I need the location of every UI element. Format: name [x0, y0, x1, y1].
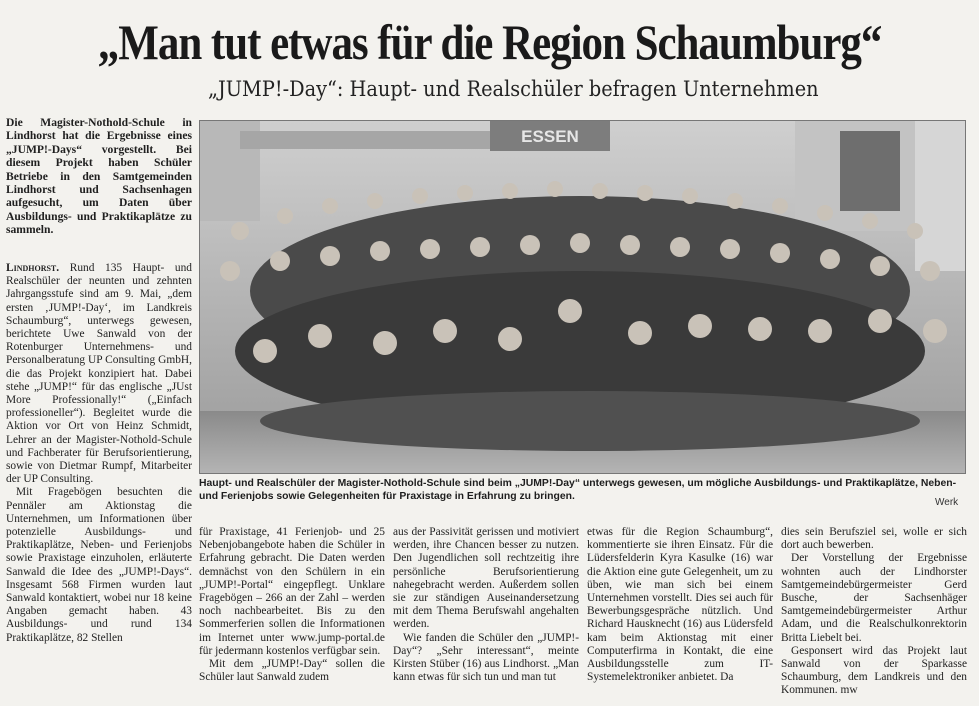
group-photo-illustration [200, 121, 965, 473]
text-column-1 [6, 262, 192, 645]
article-subheadline: „JUMP!-Day“: Haupt- und Realschüler befragen Unternehmen [208, 77, 819, 101]
paragraph: Mit dem „JUMP!-Day“ sollen die Schüler laut Sanwald zudem [199, 658, 385, 684]
paragraph: Wie fanden die Schüler den „JUMP!-Day“? „Sehr interessant“, meinte Kirsten Stüber (16) aus Lindhorst. „Man kann etwas für sich tun und man tut [393, 631, 579, 684]
text-column-4 [587, 526, 773, 684]
essen-sign: ESSEN [521, 127, 579, 146]
paragraph: Mit Fragebögen besuchten die Pennäler am Aktionstag die Unternehmen, um Informationen über potenzielle Ausbildungs- und Praktikaplätze, Neben- und Ferienjobs sowie Praxistage einzuholen, erläuterte Sanwald die Idee des „JUMP!-Days“. Insgesamt 568 Firmen wurden laut Sanwald kontaktiert, wobei nur 18 keine Angaben gemacht haben. 43 Ausbildungs- und rund 134 Praktikaplätze, 82 Stellen [6, 486, 192, 644]
text-column-3 [393, 526, 579, 684]
photo-caption: Haupt- und Realschüler der Magister-Nothold-Schule sind beim „JUMP!-Day“ unterwegs gewesen, um mögliche Ausbildungs- und Praktikaplätze, Neben- und Ferienjobs sowie Gelegenheiten für Praxistage in Erfahrung zu bringen. [199, 478, 957, 502]
group-photo [199, 120, 966, 474]
paragraph: für Praxistage, 41 Ferienjob- und 25 Nebenjobangebote haben die Schüler in Erfahrung gebracht. Die Daten werden demnächst von den Schülern in ein „JUMP!-Portal“ eingepflegt. Unklare Fragebögen – 266 an der Zahl – werden noch nachbearbeitet. Bis zu den Sommerferien sollen die Informationen im Internet unter www.jump-portal.de für jedermann kostenlos verfügbar sein. [199, 526, 385, 657]
article-headline: „Man tut etwas für die Region Schaumburg“ [97, 14, 882, 70]
paragraph: Lindhorst. Rund 135 Haupt- und Realschüler der neunten und zehnten Jahrgangsstufe sind am 9. Mai, „dem ersten ‚JUMP!-Day‘, im Landkreis Schaumburg“, unterwegs gewesen, berichtete Uwe Sanwald von der Rotenburger Unternehmens- und Personalberatung UP Consulting GmbH, die das Projekt konzipiert hat. Dabei stehe „JUMP!“ für das englische „JUst More Professionally!“ („Einfach professioneller“). Begleitet wurde die Aktion vor Ort von Heinz Schmidt, Lehrer an der Magister-Nothold-Schule und Fachberater für Berufsorientierung, sowie von Dietmar Rumpf, Mitarbeiter der UP Consulting. [6, 262, 192, 486]
text-column-2 [199, 526, 385, 684]
paragraph: Gesponsert wird das Projekt laut Sanwald von der Sparkasse Schaumburg, dem Landkreis und den Kommunen. mw [781, 644, 967, 697]
paragraph: aus der Passivität gerissen und motiviert werden, ihre Chancen besser zu nutzen. Den Jugendlichen soll rechtzeitig ihre persönliche Berufsorientierung nahegebracht werden. Außerdem sollen sie zur ständigen Auseinandersetzung mit dem Thema Berufswahl angehalten werden. [393, 526, 579, 631]
paragraph: dies sein Berufsziel sei, wolle er sich dort auch bewerben. [781, 526, 967, 552]
article-lead: Die Magister-Nothold-Schule in Lindhorst hat die Ergebnisse eines „JUMP!-Days“ vorgestellt. Bei diesem Projekt haben Schüler Betriebe in den Samtgemeinden Lindhorst und Sachsenhagen aufgesucht, um Daten über Ausbildungs- und Praktikaplätze zu sammeln. [6, 116, 192, 237]
paragraph: Der Vorstellung der Ergebnisse wohnten auch der Lindhorster Samtgemeindebürgermeister Gerd Busche, der Sachsenhäger Samtgemeindebürgermeister Arthur Adam, und die Realschulkonrektorin Britta Liebelt bei. [781, 552, 967, 644]
text-column-5 [781, 526, 967, 698]
paragraph: etwas für die Region Schaumburg“, kommentierte sie ihren Einsatz. Für die Lüdersfelderin Kyra Kasulke (16) war die Aktion eine gute Gelegenheit, um zu üben, wie man sich bei einem Unternehmen vorstellt. Dies sei auch für Bewerbungsgespräche nützlich. Und Richard Hausknecht (16) aus Lüdersfeld kam beim Aktionstag mit einer Computerfirma in Kontakt, die eine Ausbildungsstelle zum IT-Systemelektroniker anbietet. Da [587, 526, 773, 684]
dateline: Lindhorst. [6, 262, 60, 274]
photo-credit: Werk [935, 497, 959, 508]
